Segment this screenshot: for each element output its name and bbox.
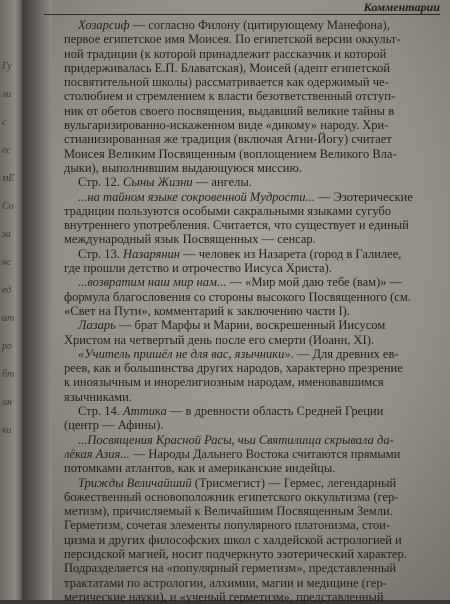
text-run: — в древности область Средней Греции — [166, 404, 384, 419]
text-run: реев, как и большинства других народов, характерно презрение — [64, 361, 403, 376]
text-line — [64, 190, 446, 204]
text-line — [64, 590, 446, 604]
text-run: придерживалась Е.П. Блаватская), Моисей (адепт египетской — [64, 60, 391, 75]
previous-page-fragment: ки — [2, 425, 12, 436]
text-run: — брат Марфы и Марии, воскрешенный Иисусом — [115, 318, 386, 333]
text-run: — Эзотерические — [314, 189, 413, 204]
commentary-text — [64, 18, 446, 604]
text-run: вульгаризированно-искаженном виде «дикому» народу. Хри- — [64, 118, 389, 133]
italic-term: ...на тайном языке сокровенной Мудрости... — [78, 189, 315, 204]
text-run: Подразделяется на «популярный герметизм», представленный — [64, 561, 397, 576]
text-run: потомками атлантов, как и американские индейцы. — [64, 461, 336, 476]
text-run: ник от обетов своего посвящения, выдавший великие тайны в — [64, 103, 395, 118]
text-line — [64, 132, 446, 146]
text-line — [64, 318, 446, 332]
previous-page-fragment: с — [2, 117, 7, 128]
text-run: международный язык Посвященных — сенсар. — [64, 232, 316, 247]
text-line — [64, 232, 446, 246]
text-line — [64, 304, 446, 318]
text-run: посвятительной школы) рассматривается как одержимый че- — [64, 75, 389, 90]
text-run: «Свет на Пути», комментарий к заключению части I). — [64, 303, 350, 318]
previous-page-fragment: ли — [2, 89, 12, 100]
italic-term: «Учитель пришёл не для вас, язычники» — [78, 346, 291, 361]
text-line — [64, 75, 446, 89]
previous-page-fragment: Со — [2, 201, 14, 212]
italic-term: Сыны Жизни — [123, 175, 193, 190]
text-line — [64, 275, 446, 289]
text-run: дыки), выполнившим выдающуюся миссию. — [64, 160, 302, 175]
text-run: метизм), причисляемый к Величайшим Посвященным Земли. — [64, 504, 393, 519]
text-run: — ангелы. — [192, 175, 252, 190]
text-run: — Народы Дальнего Востока считаются прямыми — [129, 446, 401, 461]
text-run: (центр — Афины). — [64, 418, 164, 433]
text-line — [64, 476, 446, 490]
italic-term: Лазарь — [78, 318, 116, 333]
text-run: Христом на четвертый день после его смерти (Иоанн, XI). — [64, 332, 374, 347]
text-run: метические науки), и «ученый герметизм», представленный — [64, 589, 384, 604]
previous-page-fragment: ед — [2, 285, 12, 296]
previous-page-fragment: ес — [2, 145, 11, 156]
text-run: Стр. 12. — [78, 175, 124, 190]
text-run: к иноязычным и инорелигиозным народам, именовавшимся — [64, 375, 384, 390]
text-line — [64, 290, 446, 304]
previous-page-fragment: Гу — [2, 61, 12, 72]
text-run: Стр. 14. — [78, 404, 124, 419]
previous-page-fragment: нс — [2, 257, 12, 268]
text-line — [64, 61, 446, 75]
text-line — [64, 518, 446, 532]
text-run: внутреннего употребления. Считается, что существует и единый — [64, 218, 409, 233]
text-line — [64, 247, 446, 261]
italic-term: лёкая Азия... — [64, 446, 130, 461]
italic-term: ...Посвящения Красной Расы, чьи Святилища скрывала да- — [78, 432, 394, 447]
text-line — [64, 433, 446, 447]
running-head-title: Комментарии — [363, 0, 440, 14]
text-line — [64, 504, 446, 518]
text-run: — человек из Назарета (город в Галилее, — [180, 246, 402, 261]
text-line — [64, 161, 446, 175]
text-line — [64, 261, 446, 275]
previous-page-fragment: бт — [2, 369, 15, 380]
book-page — [44, 0, 450, 604]
text-run: — «Мир мой даю тебе (вам)» — — [226, 275, 403, 290]
text-run: где прошли детство и отрочество Иисуса Христа). — [64, 261, 332, 276]
italic-term: Трижды Величайший — [78, 475, 192, 490]
text-run: цизма и других философских школ с халдейской астрологией и — [64, 532, 402, 547]
text-line — [64, 375, 446, 389]
text-run: стианизированная же традиция (включая Агни-Йогу) считает — [64, 132, 392, 147]
text-run: формула благословения со стороны высокого Посвященного (см. — [64, 289, 411, 304]
previous-page-fragment: ат — [2, 313, 15, 324]
text-line — [64, 333, 446, 347]
text-run: персидской магией, носит подчеркнуто эзотерический характер. — [64, 546, 407, 561]
text-line — [64, 347, 446, 361]
text-line — [64, 175, 446, 189]
previous-page-fragment: ро — [2, 341, 12, 352]
text-line — [64, 118, 446, 132]
text-run: Герметизм, сочетая элементы популярного платонизма, стои- — [64, 518, 390, 533]
previous-page-fragment: ан — [2, 397, 12, 408]
italic-term: Назарянин — [123, 246, 180, 261]
text-line — [64, 218, 446, 232]
text-line — [64, 447, 446, 461]
text-line — [64, 89, 446, 103]
text-line — [64, 104, 446, 118]
text-line — [64, 561, 446, 575]
text-line — [64, 390, 446, 404]
text-run: традиции пользуются особыми сакральными языками сугубо — [64, 203, 392, 218]
text-line — [64, 147, 446, 161]
text-line — [64, 32, 446, 46]
previous-page-edge — [0, 0, 22, 600]
text-run: — согласно Филону (цитирующему Манефона), — [129, 18, 390, 32]
italic-term: Аттика — [123, 404, 167, 419]
italic-term: Хозарсиф — [78, 18, 130, 32]
text-line — [64, 490, 446, 504]
text-line — [64, 418, 446, 432]
text-run: (Трисмегист) — Гермес, легендарный — [191, 475, 397, 490]
text-run: первое египетское имя Моисея. По египетской версии оккульт- — [64, 32, 401, 47]
text-run: трактатами по астрологии, алхимии, магии и медицине (гер- — [64, 575, 387, 590]
text-run: Стр. 13. — [78, 246, 124, 261]
text-line — [64, 461, 446, 475]
running-head — [44, 2, 440, 15]
text-run: божественный основоположник египетского оккультизма (гер- — [64, 489, 399, 504]
text-run: . — Для древних ев- — [290, 346, 399, 361]
previous-page-fragment: за — [2, 229, 11, 240]
text-line — [64, 576, 446, 590]
text-line — [64, 404, 446, 418]
text-line — [64, 18, 446, 32]
text-run: ной традиции (к которой принадлежит рассказчик и которой — [64, 46, 387, 61]
text-line — [64, 47, 446, 61]
text-line — [64, 361, 446, 375]
text-run: столюбием и стремлением к власти безответственный отступ- — [64, 89, 396, 104]
text-line — [64, 533, 446, 547]
previous-page-fragment: мЕ — [2, 173, 15, 184]
italic-term: ...возвратим наш мир нам... — [78, 275, 227, 290]
text-run: Моисея Великим Посвященным (воплощением Великого Вла- — [64, 146, 397, 161]
text-run: язычниками. — [64, 389, 132, 404]
text-line — [64, 547, 446, 561]
text-line — [64, 204, 446, 218]
